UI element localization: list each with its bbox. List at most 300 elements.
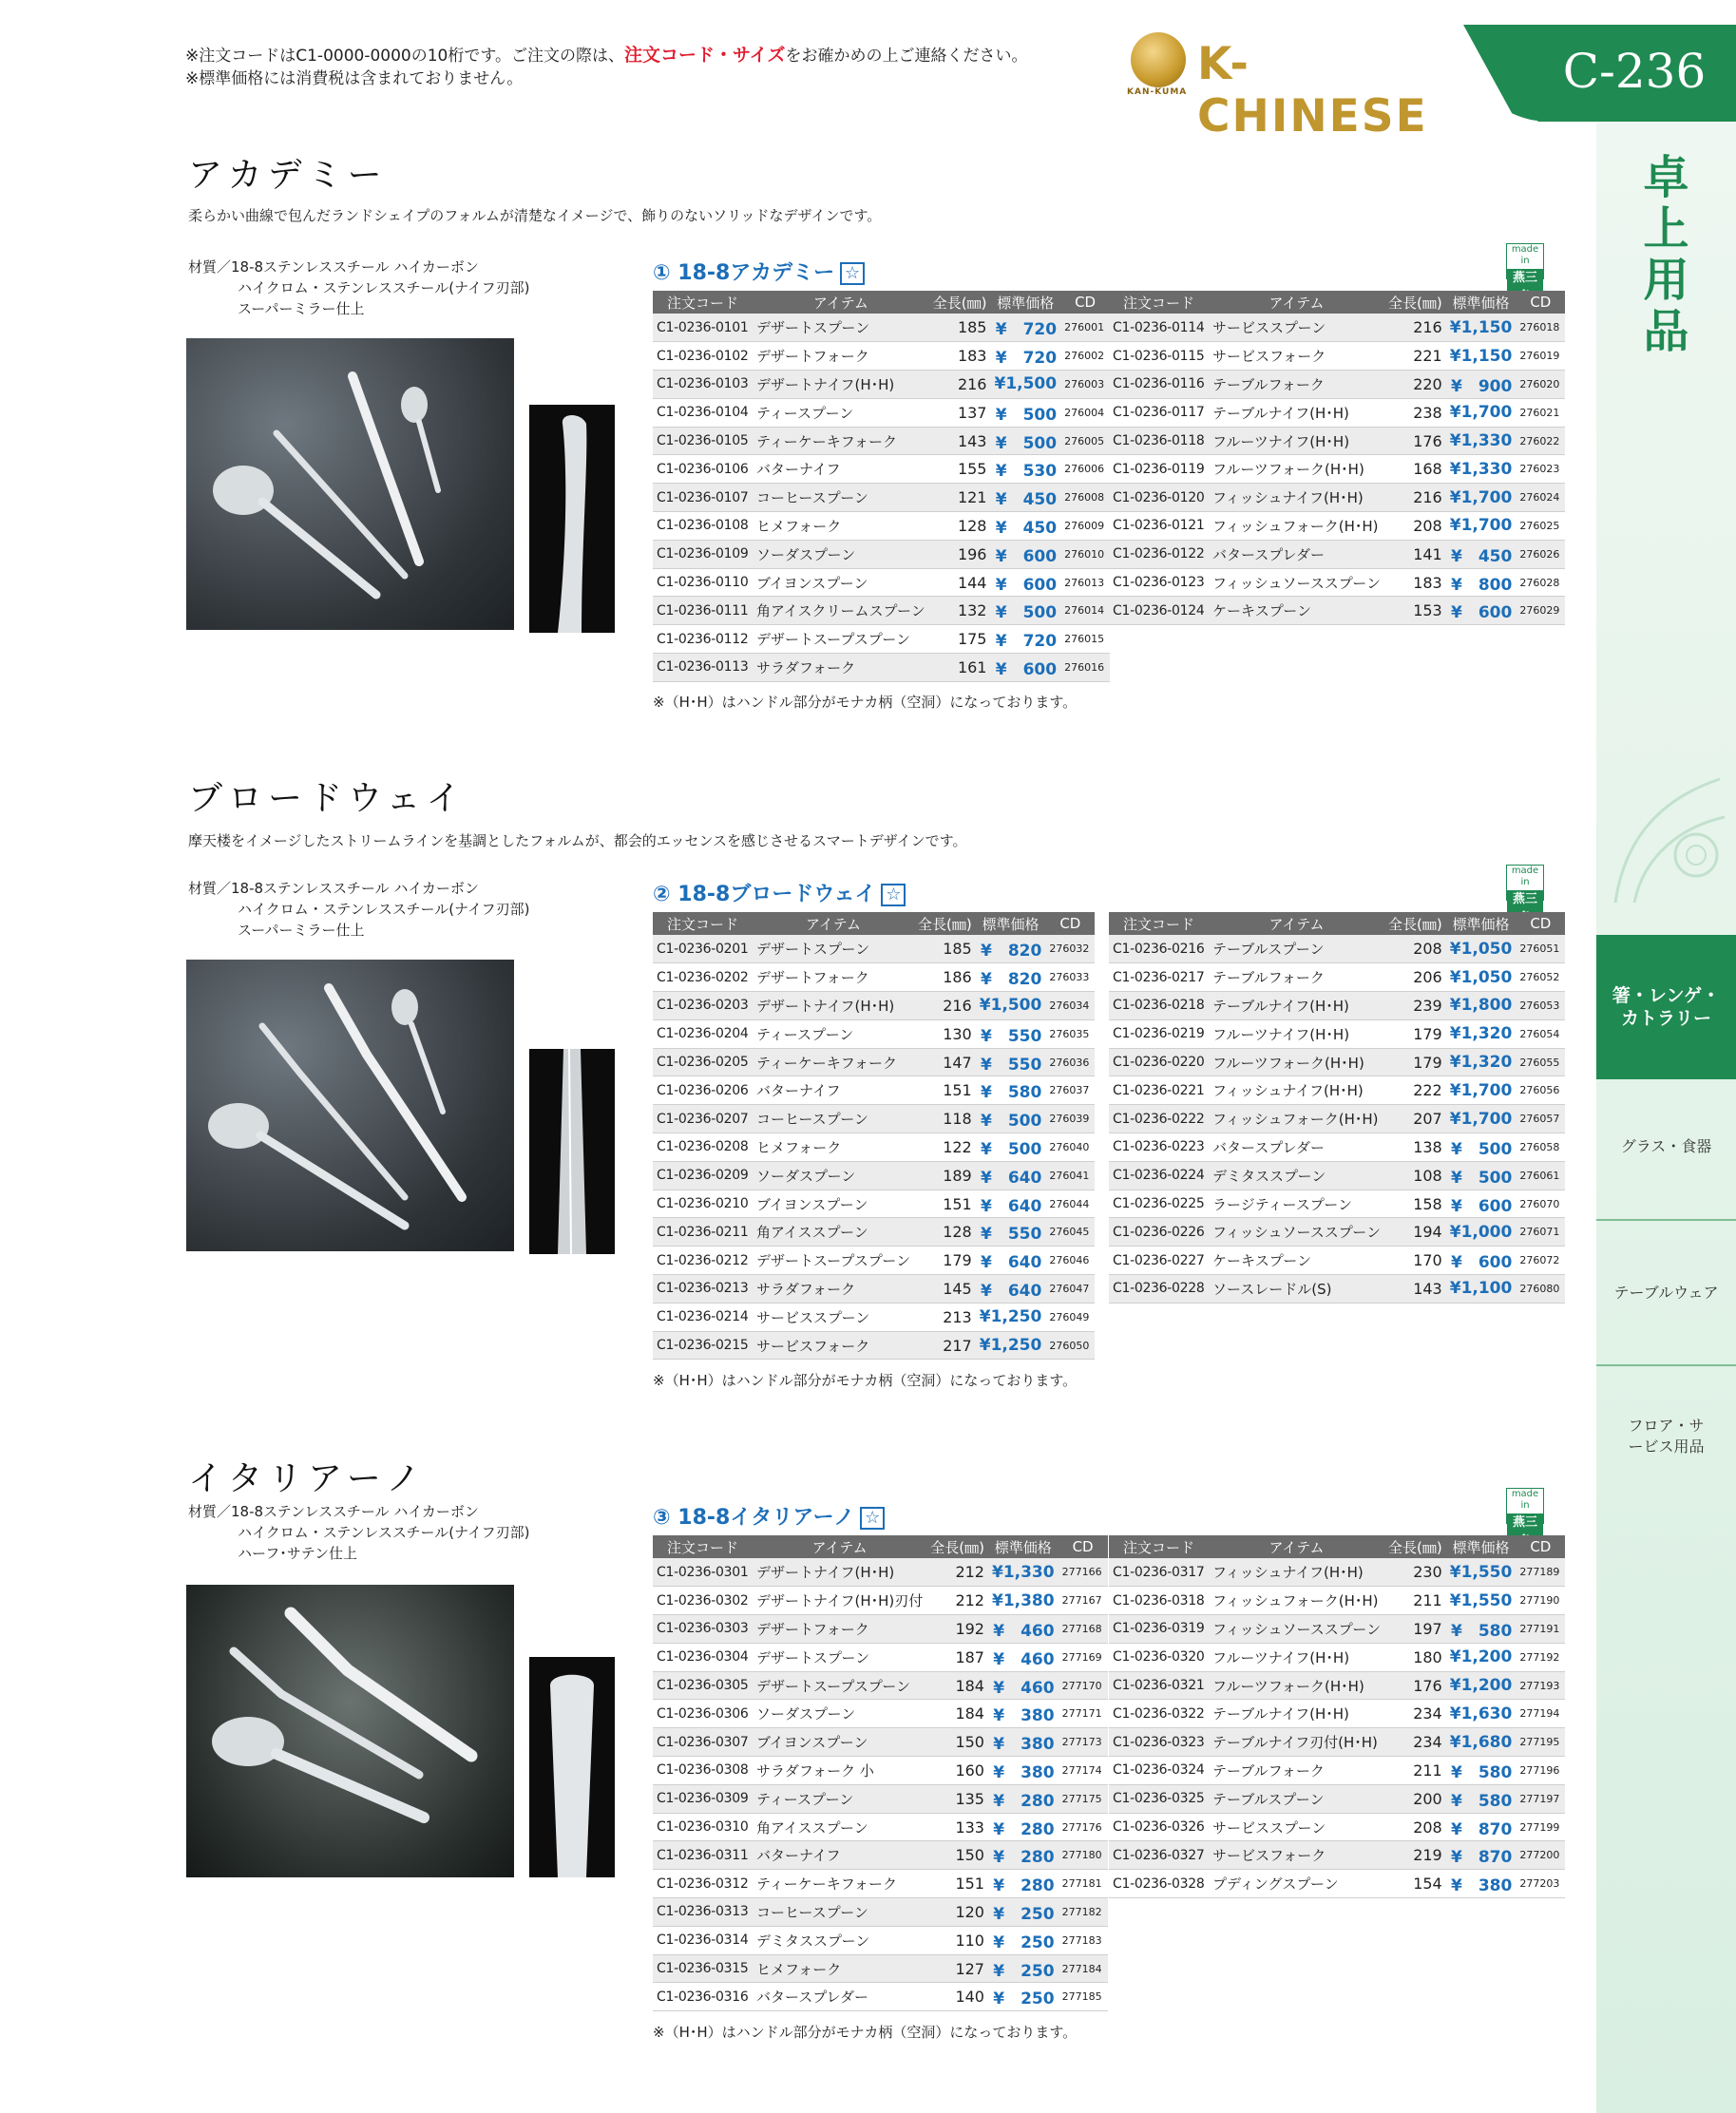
table-header-row bbox=[1109, 912, 1565, 935]
length: 206 bbox=[1384, 963, 1446, 992]
spoon-handle bbox=[262, 502, 376, 595]
length: 161 bbox=[929, 654, 991, 682]
item-name: デザートナイフ(H･H)刃付 bbox=[753, 1587, 926, 1615]
length: 144 bbox=[929, 568, 991, 597]
page-number: C-236 bbox=[1562, 44, 1707, 99]
material-line: ハイクロム・ステンレススチール(ナイフ刃部) bbox=[238, 279, 530, 296]
made-in-place: 燕三 bbox=[1507, 269, 1543, 307]
price: ¥ 870 bbox=[1446, 1841, 1517, 1870]
order-code: C1-0236-0103 bbox=[653, 371, 753, 399]
order-code: C1-0236-0326 bbox=[1109, 1813, 1209, 1841]
price: ¥1,200 bbox=[1446, 1671, 1517, 1700]
cd-code: 276010 bbox=[1060, 540, 1110, 568]
column-header-cd: CD bbox=[1060, 291, 1110, 314]
price: ¥ 380 bbox=[988, 1757, 1059, 1785]
material-line: 材質／18-8ステンレススチール ハイカーボン bbox=[188, 1503, 479, 1520]
sidebar-item-tableware[interactable]: テーブルウェア bbox=[1613, 1284, 1719, 1302]
cd-code: 277191 bbox=[1516, 1615, 1565, 1644]
price: ¥ 250 bbox=[988, 1926, 1059, 1954]
price: ¥1,100 bbox=[1446, 1275, 1517, 1304]
brand-logo bbox=[1127, 32, 1459, 143]
made-in-badge bbox=[1506, 1488, 1544, 1530]
material-spec bbox=[188, 1501, 529, 1564]
length: 110 bbox=[926, 1926, 988, 1954]
table-row bbox=[653, 1247, 1095, 1275]
price-table-left bbox=[653, 291, 1110, 682]
order-code: C1-0236-0212 bbox=[653, 1247, 753, 1275]
table-row bbox=[1109, 963, 1565, 992]
order-code: C1-0236-0123 bbox=[1109, 568, 1209, 597]
table-row bbox=[653, 540, 1110, 568]
column-header-cd: CD bbox=[1516, 1535, 1565, 1558]
product-photo bbox=[186, 338, 514, 630]
sidebar-divider bbox=[1596, 1219, 1736, 1221]
item-name: サービスフォーク bbox=[1209, 342, 1384, 371]
item-name: サービススプーン bbox=[1209, 314, 1384, 342]
cd-code: 277189 bbox=[1516, 1558, 1565, 1587]
notice-line1-b: をお確かめの上ご連絡ください。 bbox=[785, 47, 1028, 66]
price: ¥ 460 bbox=[988, 1671, 1059, 1700]
table-row bbox=[1109, 992, 1565, 1020]
item-name: ソーダスプーン bbox=[753, 540, 929, 568]
length: 238 bbox=[1384, 398, 1446, 427]
table-row bbox=[653, 1190, 1095, 1218]
sidebar-item-glass[interactable]: グラス・食器 bbox=[1620, 1137, 1712, 1155]
column-header-code: 注文コード bbox=[653, 1535, 753, 1558]
column-header-cd: CD bbox=[1516, 291, 1565, 314]
length: 143 bbox=[1384, 1275, 1446, 1304]
table-row bbox=[1109, 1218, 1565, 1247]
price: ¥ 900 bbox=[1446, 371, 1517, 399]
item-name: テーブルフォーク bbox=[1209, 963, 1384, 992]
order-code: C1-0236-0313 bbox=[653, 1898, 753, 1927]
table-row bbox=[1109, 1643, 1565, 1671]
table-row bbox=[653, 568, 1110, 597]
cd-code: 276050 bbox=[1045, 1331, 1095, 1360]
length: 213 bbox=[914, 1303, 976, 1331]
order-code: C1-0236-0115 bbox=[1109, 342, 1209, 371]
item-name: ソーダスプーン bbox=[753, 1161, 914, 1190]
length: 184 bbox=[926, 1700, 988, 1728]
table-row bbox=[653, 1983, 1108, 2011]
order-code: C1-0236-0223 bbox=[1109, 1133, 1209, 1162]
price: ¥ 500 bbox=[990, 597, 1060, 625]
order-code: C1-0236-0205 bbox=[653, 1048, 753, 1076]
table-header-row bbox=[653, 1535, 1108, 1558]
price: ¥ 600 bbox=[990, 654, 1060, 682]
order-code: C1-0236-0328 bbox=[1109, 1870, 1209, 1898]
table-row bbox=[1109, 1700, 1565, 1728]
length: 151 bbox=[914, 1190, 976, 1218]
cd-code: 277194 bbox=[1516, 1700, 1565, 1728]
order-code: C1-0236-0321 bbox=[1109, 1671, 1209, 1700]
item-name: バターナイフ bbox=[753, 1076, 914, 1105]
price: ¥ 550 bbox=[976, 1048, 1046, 1076]
sidebar-divider bbox=[1596, 1364, 1736, 1366]
price: ¥ 500 bbox=[990, 398, 1060, 427]
length: 234 bbox=[1384, 1728, 1446, 1757]
price: ¥1,800 bbox=[1446, 992, 1517, 1020]
price: ¥1,550 bbox=[1446, 1587, 1517, 1615]
table-row bbox=[653, 314, 1110, 342]
cd-code: 276052 bbox=[1516, 963, 1565, 992]
cd-code: 276055 bbox=[1516, 1048, 1565, 1076]
table-row bbox=[653, 1076, 1095, 1105]
section-description: 摩天楼をイメージしたストリームラインを基調としたフォルムが、都会的エッセンスを感じさせるスマートデザインです。 bbox=[188, 832, 967, 849]
order-code: C1-0236-0211 bbox=[653, 1218, 753, 1247]
length: 153 bbox=[1384, 597, 1446, 625]
handle-shape bbox=[558, 415, 586, 633]
cd-code: 277197 bbox=[1516, 1784, 1565, 1813]
order-code: C1-0236-0105 bbox=[653, 427, 753, 455]
item-name: ヒメフォーク bbox=[753, 1133, 914, 1162]
table-row bbox=[1109, 484, 1565, 512]
item-name: バタースプレダー bbox=[1209, 540, 1384, 568]
cd-code: 276002 bbox=[1060, 342, 1110, 371]
item-name: ヒメフォーク bbox=[753, 1954, 926, 1983]
notice-line1-a: ※注文コードはC1-0000-0000の10桁です。ご注文の際は、 bbox=[185, 47, 624, 66]
length: 147 bbox=[914, 1048, 976, 1076]
item-name: ソーダスプーン bbox=[753, 1700, 926, 1728]
order-code: C1-0236-0314 bbox=[653, 1926, 753, 1954]
item-name: フィッシュナイフ(H･H) bbox=[1209, 1076, 1384, 1105]
price: ¥ 280 bbox=[988, 1813, 1059, 1841]
order-code: C1-0236-0219 bbox=[1109, 1019, 1209, 1048]
price: ¥ 600 bbox=[990, 568, 1060, 597]
item-name: サービススプーン bbox=[753, 1303, 914, 1331]
cd-code: 277168 bbox=[1059, 1615, 1108, 1644]
knife bbox=[291, 1613, 471, 1756]
cd-code: 276072 bbox=[1516, 1247, 1565, 1275]
table-row bbox=[1109, 427, 1565, 455]
made-in-badge bbox=[1506, 865, 1544, 906]
cd-code: 277166 bbox=[1059, 1558, 1108, 1587]
length: 130 bbox=[914, 1019, 976, 1048]
item-name: デザートナイフ(H･H) bbox=[753, 1558, 926, 1587]
length: 143 bbox=[929, 427, 991, 455]
cd-code: 276026 bbox=[1516, 540, 1565, 568]
table-row bbox=[653, 1331, 1095, 1360]
price: ¥ 820 bbox=[976, 935, 1046, 963]
length: 175 bbox=[929, 625, 991, 654]
cd-code: 276006 bbox=[1060, 455, 1110, 484]
table-row bbox=[1109, 540, 1565, 568]
cd-code: 276016 bbox=[1060, 654, 1110, 682]
handle-closeup bbox=[529, 405, 615, 633]
order-code: C1-0236-0101 bbox=[653, 314, 753, 342]
table-row bbox=[1109, 1841, 1565, 1870]
column-header-code: 注文コード bbox=[1109, 291, 1209, 314]
item-name: フルーツナイフ(H･H) bbox=[1209, 1019, 1384, 1048]
product-title-text: ③ 18-8イタリアーノ bbox=[653, 1506, 855, 1530]
teaspoon-handle bbox=[411, 1024, 443, 1112]
item-name: サービスフォーク bbox=[1209, 1841, 1384, 1870]
length: 183 bbox=[1384, 568, 1446, 597]
price: ¥1,250 bbox=[976, 1331, 1046, 1360]
item-name: フルーツナイフ(H･H) bbox=[1209, 427, 1384, 455]
cd-code: 276044 bbox=[1045, 1190, 1095, 1218]
order-code: C1-0236-0304 bbox=[653, 1643, 753, 1671]
length: 211 bbox=[1384, 1757, 1446, 1785]
cd-code: 276029 bbox=[1516, 597, 1565, 625]
order-code: C1-0236-0111 bbox=[653, 597, 753, 625]
order-code: C1-0236-0209 bbox=[653, 1161, 753, 1190]
product-photo bbox=[186, 1585, 514, 1877]
cd-code: 276024 bbox=[1516, 484, 1565, 512]
item-name: ラージティースプーン bbox=[1209, 1190, 1384, 1218]
cd-code: 277181 bbox=[1059, 1870, 1108, 1898]
table-row bbox=[653, 1898, 1108, 1927]
cd-code: 276056 bbox=[1516, 1076, 1565, 1105]
order-code: C1-0236-0221 bbox=[1109, 1076, 1209, 1105]
table-row bbox=[653, 1757, 1108, 1785]
cd-code: 276058 bbox=[1516, 1133, 1565, 1162]
length: 108 bbox=[1384, 1161, 1446, 1190]
price: ¥1,150 bbox=[1446, 342, 1517, 371]
spoon-bowl bbox=[212, 1717, 284, 1766]
teaspoon-bowl bbox=[401, 387, 428, 423]
order-code: C1-0236-0207 bbox=[653, 1105, 753, 1133]
item-name: 角アイスクリームスプーン bbox=[753, 597, 929, 625]
table-row bbox=[1109, 935, 1565, 963]
table-header-row bbox=[653, 291, 1110, 314]
table-row bbox=[1109, 1728, 1565, 1757]
table-header-row bbox=[1109, 291, 1565, 314]
length: 211 bbox=[1384, 1587, 1446, 1615]
price: ¥1,050 bbox=[1446, 963, 1517, 992]
price: ¥ 820 bbox=[976, 963, 1046, 992]
order-code: C1-0236-0106 bbox=[653, 455, 753, 484]
table-header-row bbox=[1109, 1535, 1565, 1558]
table-row bbox=[1109, 455, 1565, 484]
sidebar-title-text: 卓上用品 bbox=[1643, 151, 1689, 358]
cd-code: 276053 bbox=[1516, 992, 1565, 1020]
cd-code: 277193 bbox=[1516, 1671, 1565, 1700]
product-title bbox=[653, 257, 865, 286]
item-name: サービスフォーク bbox=[753, 1331, 914, 1360]
table-row bbox=[653, 1926, 1108, 1954]
length: 160 bbox=[926, 1757, 988, 1785]
table-row bbox=[1109, 1105, 1565, 1133]
cd-code: 277167 bbox=[1059, 1587, 1108, 1615]
table-row bbox=[653, 1133, 1095, 1162]
cd-code: 276023 bbox=[1516, 455, 1565, 484]
table-row bbox=[653, 1813, 1108, 1841]
table-row bbox=[1109, 1161, 1565, 1190]
product-photo bbox=[186, 960, 514, 1251]
length: 120 bbox=[926, 1898, 988, 1927]
table-row bbox=[653, 371, 1110, 399]
price-table-left bbox=[653, 912, 1095, 1360]
price: ¥ 640 bbox=[976, 1190, 1046, 1218]
table-row bbox=[1109, 1558, 1565, 1587]
item-name: テーブルフォーク bbox=[1209, 371, 1384, 399]
material-line: ハーフ･サテン仕上 bbox=[238, 1545, 358, 1562]
order-code: C1-0236-0324 bbox=[1109, 1757, 1209, 1785]
item-name: 角アイススプーン bbox=[753, 1218, 914, 1247]
cd-code: 277196 bbox=[1516, 1757, 1565, 1785]
item-name: ティーケーキフォーク bbox=[753, 1048, 914, 1076]
column-header-price: 標準価格 bbox=[1446, 291, 1517, 314]
sidebar-item-floor[interactable]: フロア・サービス用品 bbox=[1628, 1417, 1705, 1456]
cd-code: 277173 bbox=[1059, 1728, 1108, 1757]
column-header-price: 標準価格 bbox=[1446, 1535, 1517, 1558]
cd-code: 276046 bbox=[1045, 1247, 1095, 1275]
table-row bbox=[653, 1700, 1108, 1728]
item-name: テーブルナイフ(H･H) bbox=[1209, 398, 1384, 427]
cd-code: 276022 bbox=[1516, 427, 1565, 455]
cd-code: 276014 bbox=[1060, 597, 1110, 625]
item-name: ブイヨンスプーン bbox=[753, 568, 929, 597]
item-name: デザートフォーク bbox=[753, 342, 929, 371]
item-name: サラダフォーク 小 bbox=[753, 1757, 926, 1785]
handle-shape bbox=[558, 1049, 586, 1254]
made-in-badge bbox=[1506, 243, 1544, 285]
item-name: ティースプーン bbox=[753, 1019, 914, 1048]
length: 150 bbox=[926, 1841, 988, 1870]
order-code: C1-0236-0312 bbox=[653, 1870, 753, 1898]
order-code: C1-0236-0203 bbox=[653, 992, 753, 1020]
item-name: コーヒースプーン bbox=[753, 1898, 926, 1927]
order-code: C1-0236-0220 bbox=[1109, 1048, 1209, 1076]
order-code: C1-0236-0124 bbox=[1109, 597, 1209, 625]
order-code: C1-0236-0226 bbox=[1109, 1218, 1209, 1247]
cd-code: 277180 bbox=[1059, 1841, 1108, 1870]
length: 216 bbox=[929, 371, 991, 399]
table-row bbox=[1109, 342, 1565, 371]
star-icon: ☆ bbox=[860, 1507, 885, 1530]
length: 217 bbox=[914, 1331, 976, 1360]
price: ¥ 580 bbox=[976, 1076, 1046, 1105]
table-row bbox=[653, 1784, 1108, 1813]
price: ¥ 460 bbox=[988, 1643, 1059, 1671]
length: 150 bbox=[926, 1728, 988, 1757]
table-row bbox=[1109, 371, 1565, 399]
cd-code: 276015 bbox=[1060, 625, 1110, 654]
price: ¥1,700 bbox=[1446, 1076, 1517, 1105]
teaspoon-handle bbox=[419, 422, 438, 490]
length: 208 bbox=[1384, 512, 1446, 541]
price: ¥1,200 bbox=[1446, 1643, 1517, 1671]
length: 151 bbox=[926, 1870, 988, 1898]
made-in-place: 燕三 bbox=[1507, 1513, 1543, 1551]
length: 185 bbox=[929, 314, 991, 342]
order-code: C1-0236-0214 bbox=[653, 1303, 753, 1331]
cutlery-illustration bbox=[186, 1585, 514, 1877]
order-code: C1-0236-0319 bbox=[1109, 1615, 1209, 1644]
price: ¥ 530 bbox=[990, 455, 1060, 484]
cd-code: 276005 bbox=[1060, 427, 1110, 455]
sidebar-active-label: 箸・レンゲ・カトラリー bbox=[1612, 985, 1721, 1029]
cd-code: 276051 bbox=[1516, 935, 1565, 963]
price: ¥ 500 bbox=[990, 427, 1060, 455]
price: ¥1,320 bbox=[1446, 1048, 1517, 1076]
order-code: C1-0236-0309 bbox=[653, 1784, 753, 1813]
item-name: コーヒースプーン bbox=[753, 484, 929, 512]
table-row bbox=[1109, 1615, 1565, 1644]
length: 155 bbox=[929, 455, 991, 484]
order-code: C1-0236-0114 bbox=[1109, 314, 1209, 342]
length: 221 bbox=[1384, 342, 1446, 371]
table-row bbox=[653, 1019, 1095, 1048]
length: 180 bbox=[1384, 1643, 1446, 1671]
order-code: C1-0236-0325 bbox=[1109, 1784, 1209, 1813]
length: 121 bbox=[929, 484, 991, 512]
handle-shape bbox=[550, 1675, 594, 1877]
price: ¥ 600 bbox=[1446, 1190, 1517, 1218]
item-name: ティースプーン bbox=[753, 398, 929, 427]
column-header-item: アイテム bbox=[753, 291, 929, 314]
item-name: サービススプーン bbox=[1209, 1813, 1384, 1841]
order-code: C1-0236-0225 bbox=[1109, 1190, 1209, 1218]
cd-code: 276009 bbox=[1060, 512, 1110, 541]
cd-code: 276070 bbox=[1516, 1190, 1565, 1218]
table-row bbox=[653, 1954, 1108, 1983]
cd-code: 277200 bbox=[1516, 1841, 1565, 1870]
section-description: 柔らかい曲線で包んだランドシェイプのフォルムが清楚なイメージで、飾りのないソリッドなデザインです。 bbox=[188, 207, 882, 224]
price: ¥ 600 bbox=[990, 540, 1060, 568]
order-code: C1-0236-0110 bbox=[653, 568, 753, 597]
price-table-right bbox=[1109, 291, 1565, 625]
column-header-item: アイテム bbox=[753, 912, 914, 935]
length: 185 bbox=[914, 935, 976, 963]
column-header-price: 標準価格 bbox=[1446, 912, 1517, 935]
length: 154 bbox=[1384, 1870, 1446, 1898]
table-note: ※（H･H）はハンドル部分がモナカ柄（空洞）になっております。 bbox=[653, 694, 1078, 711]
spoon-bowl bbox=[208, 1103, 269, 1149]
table-row bbox=[653, 935, 1095, 963]
cd-code: 277175 bbox=[1059, 1784, 1108, 1813]
notice-line2: ※標準価格には消費税は含まれておりません。 bbox=[185, 69, 524, 88]
cutlery-illustration bbox=[186, 338, 514, 630]
length: 176 bbox=[1384, 427, 1446, 455]
material-line: 材質／18-8ステンレススチール ハイカーボン bbox=[188, 258, 479, 276]
cd-code: 276036 bbox=[1045, 1048, 1095, 1076]
order-code: C1-0236-0315 bbox=[653, 1954, 753, 1983]
material-spec bbox=[188, 257, 529, 319]
length: 184 bbox=[926, 1671, 988, 1700]
table-row bbox=[1109, 1076, 1565, 1105]
price: ¥ 500 bbox=[1446, 1161, 1517, 1190]
table-row bbox=[653, 1105, 1095, 1133]
length: 151 bbox=[914, 1076, 976, 1105]
item-name: フィッシュソーススプーン bbox=[1209, 568, 1384, 597]
column-header-code: 注文コード bbox=[653, 291, 753, 314]
item-name: フィッシュナイフ(H･H) bbox=[1209, 484, 1384, 512]
column-header-cd: CD bbox=[1059, 1535, 1108, 1558]
material-spec bbox=[188, 878, 529, 941]
notice-emphasis: 注文コード・サイズ bbox=[624, 45, 786, 66]
table-row bbox=[653, 427, 1110, 455]
order-code: C1-0236-0311 bbox=[653, 1841, 753, 1870]
section-title: アカデミー bbox=[188, 156, 388, 195]
item-name: テーブルスプーン bbox=[1209, 1784, 1384, 1813]
item-name: フィッシュフォーク(H･H) bbox=[1209, 1587, 1384, 1615]
table-row bbox=[653, 654, 1110, 682]
price: ¥ 250 bbox=[988, 1983, 1059, 2011]
cd-code: 277192 bbox=[1516, 1643, 1565, 1671]
item-name: デザートスープスプーン bbox=[753, 625, 929, 654]
item-name: サラダフォーク bbox=[753, 654, 929, 682]
logo-sub: KAN-KUMA bbox=[1127, 87, 1188, 97]
price: ¥ 500 bbox=[1446, 1133, 1517, 1162]
length: 179 bbox=[1384, 1048, 1446, 1076]
price: ¥1,500 bbox=[976, 992, 1046, 1020]
item-name: ティーケーキフォーク bbox=[753, 427, 929, 455]
item-name: デザートナイフ(H･H) bbox=[753, 992, 914, 1020]
sidebar-item-cutlery[interactable] bbox=[1596, 935, 1736, 1079]
table-row bbox=[653, 1728, 1108, 1757]
